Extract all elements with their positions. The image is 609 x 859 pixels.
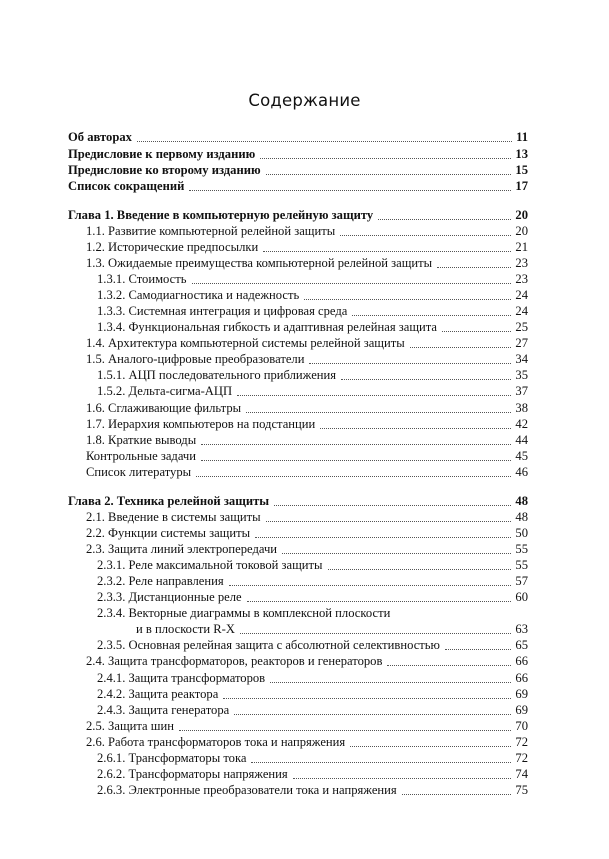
toc-entry[interactable]	[0, 653, 609, 669]
dot-leader	[179, 718, 511, 731]
toc-entry[interactable]	[0, 162, 609, 178]
toc-entry-page: 15	[515, 163, 528, 177]
toc-entry-title: 1.5.1. АЦП последовательного приближения	[97, 368, 337, 382]
toc-entry[interactable]	[0, 734, 609, 750]
dot-leader	[410, 335, 512, 348]
toc-entry-title: 2.3.4. Векторные диаграммы в комплексной плоскости	[97, 606, 391, 620]
toc-entry[interactable]	[0, 383, 609, 399]
dot-leader	[255, 525, 511, 538]
toc-entry-page: 44	[515, 433, 528, 447]
toc-entry[interactable]	[0, 351, 609, 367]
toc-entry[interactable]	[0, 509, 609, 525]
toc-entry-title: 1.5.2. Дельта-сигма-АЦП	[97, 384, 233, 398]
dot-leader	[320, 416, 511, 429]
dot-leader	[137, 129, 512, 142]
toc-entry-title: 1.3.1. Стоимость	[97, 272, 187, 286]
toc-entry[interactable]	[0, 432, 609, 448]
toc-entry-title: Список литературы	[86, 465, 192, 479]
toc-entry[interactable]	[0, 400, 609, 416]
toc-entry[interactable]	[0, 255, 609, 271]
toc-entry-title: 2.4.1. Защита трансформаторов	[97, 671, 266, 685]
toc-entry[interactable]	[0, 303, 609, 319]
toc-entry-page: 60	[515, 590, 528, 604]
dot-leader	[442, 319, 511, 332]
dot-leader	[350, 734, 511, 747]
toc-entry-page: 66	[515, 671, 528, 685]
dot-leader	[304, 287, 511, 300]
dot-leader	[270, 670, 511, 683]
dot-leader	[387, 653, 511, 666]
dot-leader	[437, 255, 511, 268]
toc-entry-page: 45	[515, 449, 528, 463]
dot-leader	[282, 541, 511, 554]
toc-entry-page: 48	[515, 494, 528, 508]
toc-entry-title: 1.5. Аналого-цифровые преобразователи	[86, 352, 305, 366]
toc-entry-page: 25	[515, 320, 528, 334]
dot-leader	[240, 621, 511, 634]
dot-leader	[196, 464, 511, 477]
toc-entry-title: 2.3. Защита линий электропередачи	[86, 542, 278, 556]
toc-entry-page: 11	[516, 130, 528, 144]
toc-entry-title: Об авторах	[68, 130, 132, 144]
toc-entry[interactable]	[0, 557, 609, 573]
dot-leader	[341, 367, 511, 380]
dot-leader	[201, 432, 511, 445]
toc-entry-page: 63	[515, 622, 528, 636]
toc-entry[interactable]	[0, 702, 609, 718]
toc-entry-page: 20	[515, 208, 528, 222]
dot-leader	[223, 686, 511, 699]
toc-entry-title: 2.3.2. Реле направления	[97, 574, 224, 588]
toc-entry-page: 23	[515, 272, 528, 286]
toc-entry[interactable]	[0, 541, 609, 557]
toc-entry-page: 35	[515, 368, 528, 382]
toc-entry[interactable]	[0, 621, 609, 637]
toc-entry-title: 2.4.3. Защита генератора	[97, 703, 230, 717]
toc-entry[interactable]	[0, 605, 609, 621]
dot-leader	[189, 178, 511, 191]
toc-entry-page: 70	[515, 719, 528, 733]
toc-entry-title: 2.5. Защита шин	[86, 719, 174, 733]
toc-entry-page: 37	[515, 384, 528, 398]
toc-entry[interactable]	[0, 271, 609, 287]
toc-entry-title: 2.2. Функции системы защиты	[86, 526, 251, 540]
dot-leader	[340, 223, 511, 236]
toc-entry-title: 1.3.4. Функциональная гибкость и адаптивная релейная защита	[97, 320, 438, 334]
toc-entry-title: 1.8. Краткие выводы	[86, 433, 197, 447]
toc-entry[interactable]	[0, 178, 609, 194]
toc-entry-title: 2.3.3. Дистанционные реле	[97, 590, 242, 604]
toc-entry-page: 13	[515, 147, 528, 161]
dot-leader	[352, 303, 511, 316]
toc-entry-title: 1.3. Ожидаемые преимущества компьютерной релейной защиты	[86, 256, 433, 270]
dot-leader	[266, 162, 512, 175]
toc-entry-page: 74	[515, 767, 528, 781]
toc-entry[interactable]	[0, 670, 609, 686]
toc-entry-title: 2.1. Введение в системы защиты	[86, 510, 261, 524]
dot-leader	[201, 448, 511, 461]
toc-entry-page: 75	[515, 783, 528, 797]
dot-leader	[328, 557, 512, 570]
toc-entry[interactable]	[0, 129, 609, 145]
toc-entry-title: 2.6.1. Трансформаторы тока	[97, 751, 247, 765]
dot-leader	[266, 509, 512, 522]
toc-entry-title: 1.3.2. Самодиагностика и надежность	[97, 288, 300, 302]
dot-leader	[402, 782, 512, 795]
toc-entry-title: 1.7. Иерархия компьютеров на подстанции	[86, 417, 316, 431]
toc-entry-title: и в плоскости R-X	[136, 622, 235, 636]
toc-entry-page: 66	[515, 654, 528, 668]
toc-entry-page: 65	[515, 638, 528, 652]
toc-entry-page: 38	[515, 401, 528, 415]
toc-entry-page: 55	[515, 558, 528, 572]
toc-entry[interactable]	[0, 239, 609, 255]
toc-entry-title: 1.4. Архитектура компьютерной системы релейной защиты	[86, 336, 405, 350]
toc-entry[interactable]	[0, 766, 609, 782]
toc-entry[interactable]	[0, 782, 609, 798]
toc-entry-page: 34	[515, 352, 528, 366]
dot-leader	[378, 207, 511, 220]
toc-entry-title: Глава 2. Техника релейной защиты	[68, 494, 270, 508]
toc-entry-title: 1.1. Развитие компьютерной релейной защиты	[86, 224, 336, 238]
dot-leader	[309, 351, 511, 364]
toc-entry[interactable]	[0, 464, 609, 480]
dot-leader	[263, 239, 511, 252]
toc-entry[interactable]	[0, 335, 609, 351]
toc-entry-title: 2.4.2. Защита реактора	[97, 687, 219, 701]
toc-entry-title: 2.3.1. Реле максимальной токовой защиты	[97, 558, 323, 572]
dot-leader	[293, 766, 512, 779]
toc-entry-page: 20	[515, 224, 528, 238]
toc-entry-page: 17	[515, 179, 528, 193]
toc-entry-page: 21	[515, 240, 528, 254]
toc-entry-page: 69	[515, 687, 528, 701]
toc-entry-page: 46	[515, 465, 528, 479]
toc-entry-title: 1.3.3. Системная интеграция и цифровая среда	[97, 304, 348, 318]
dot-leader	[246, 400, 511, 413]
toc-entry-page: 72	[515, 751, 528, 765]
toc-entry[interactable]	[0, 146, 609, 162]
toc-entry[interactable]	[0, 750, 609, 766]
dot-leader	[237, 383, 511, 396]
toc-entry-title: Глава 1. Введение в компьютерную релейную защиту	[68, 208, 374, 222]
dot-leader	[445, 637, 511, 650]
toc-entry-page: 24	[515, 304, 528, 318]
toc-entry[interactable]	[0, 319, 609, 335]
toc-entry[interactable]	[0, 416, 609, 432]
page-title: Содержание	[248, 91, 361, 110]
toc-entry-title: 1.2. Исторические предпосылки	[86, 240, 259, 254]
toc-entry-page: 69	[515, 703, 528, 717]
toc-entry-title: 2.6.3. Электронные преобразователи тока и напряжения	[97, 783, 397, 797]
toc-entry[interactable]	[0, 589, 609, 605]
dot-leader	[260, 146, 511, 159]
toc-entry-page: 48	[515, 510, 528, 524]
toc-entry-title: 2.6.2. Трансформаторы напряжения	[97, 767, 288, 781]
toc-entry[interactable]	[0, 718, 609, 734]
toc-entry[interactable]	[0, 207, 609, 223]
toc-entry-title: Предисловие к первому изданию	[68, 147, 256, 161]
toc-entry[interactable]	[0, 493, 609, 509]
toc-entry[interactable]	[0, 367, 609, 383]
toc-entry-page: 23	[515, 256, 528, 270]
toc-entry-title: 2.6. Работа трансформаторов тока и напряжения	[86, 735, 346, 749]
toc-entry[interactable]	[0, 637, 609, 653]
toc-entry-title: 2.4. Защита трансформаторов, реакторов и генераторов	[86, 654, 383, 668]
dot-leader	[234, 702, 511, 715]
toc-entry[interactable]	[0, 573, 609, 589]
dot-leader	[229, 573, 512, 586]
toc-entry-title: 2.3.5. Основная релейная защита с абсолютной селективностью	[97, 638, 440, 652]
toc-entry-page: 24	[515, 288, 528, 302]
toc-entry-page: 72	[515, 735, 528, 749]
toc-entry-title: 1.6. Сглаживающие фильтры	[86, 401, 242, 415]
dot-leader	[247, 589, 512, 602]
dot-leader	[274, 493, 511, 506]
toc-entry-title: Предисловие ко второму изданию	[68, 163, 261, 177]
toc-entry[interactable]	[0, 448, 609, 464]
toc-entry[interactable]	[0, 686, 609, 702]
toc-entry[interactable]	[0, 223, 609, 239]
toc-entry-page: 57	[515, 574, 528, 588]
toc-entry-page: 55	[515, 542, 528, 556]
toc-entry-page: 27	[515, 336, 528, 350]
dot-leader	[251, 750, 511, 763]
toc-entry-page: 42	[515, 417, 528, 431]
toc-entry-title: Список сокращений	[68, 179, 185, 193]
toc-entry-page: 50	[515, 526, 528, 540]
toc-entry-title: Контрольные задачи	[86, 449, 196, 463]
dot-leader	[192, 271, 512, 284]
toc-entry[interactable]	[0, 525, 609, 541]
toc-entry[interactable]	[0, 287, 609, 303]
